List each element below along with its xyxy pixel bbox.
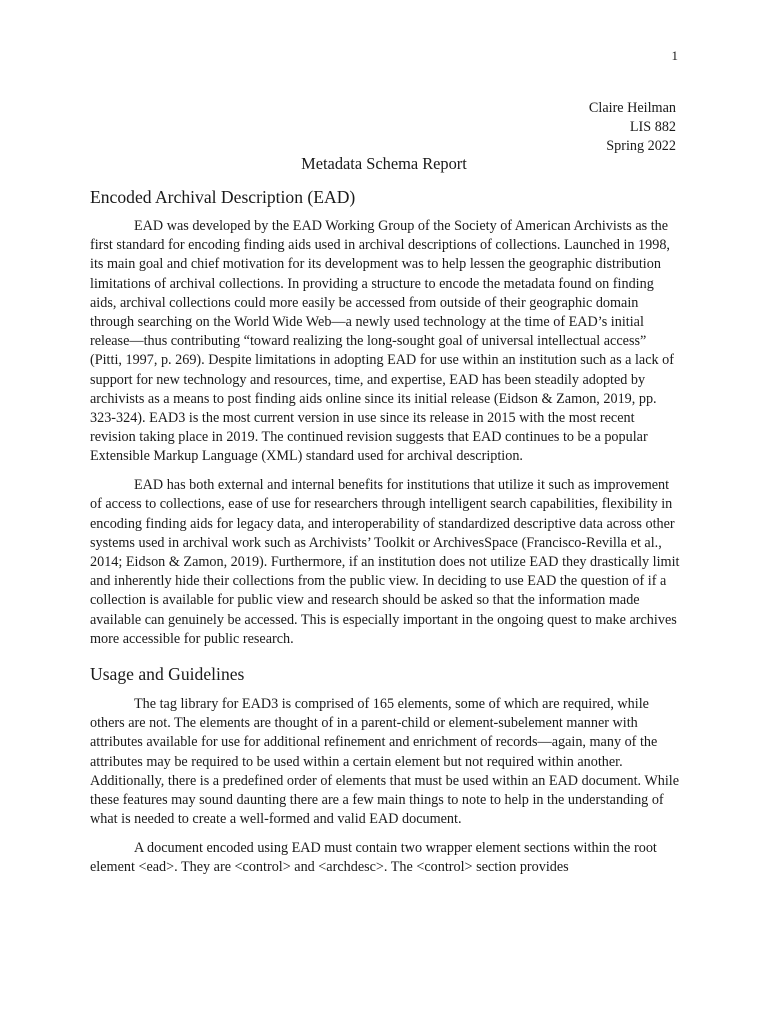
page-number: 1 xyxy=(671,48,678,63)
course-code: LIS 882 xyxy=(629,119,676,136)
paragraph: A document encoded using EAD must contain two wrapper element sections within the root element <ead>. They are <control> and <archdesc>. The <control> section provides xyxy=(90,839,657,876)
paragraph: EAD has both external and internal benefits for institutions that utilize it such as improvement of access to collections, ease of use for researchers through intelligent search capabilities, flexibility in encoding finding aids for legacy data, and interoperability of standardized descriptive data across other systems used in archival work such as Archivists’ Toolkit or ArchivesSpace (Francisco-Revilla et al., 2014; Eidson & Zamon, 2019). Furthermore, if an institution does not utilize EAD they drastically limit and inherently hide their collections from the public view. In deciding to use EAD the question of if a collection is available for public view and research should be asked so that the information made available can genuinely be accessed. This is especially important in the ongoing quest to make archives more accessible for public research. xyxy=(90,477,680,647)
section-heading: Encoded Archival Description (EAD) xyxy=(90,187,356,207)
author-name: Claire Heilman xyxy=(588,100,676,116)
report-title: Metadata Schema Report xyxy=(301,154,467,173)
document-body xyxy=(90,186,680,877)
author-block xyxy=(589,99,676,157)
paragraph: EAD was developed by the EAD Working Group of the Society of American Archivists as the first standard for encoding finding aids used in archival descriptions of collections. Launched in 1998, its main goal and chief motivation for its development was to help lessen the geographic distribution limitations of archival collections. In providing a structure to encode the metadata found on finding aids, archival collections could more easily be accessed from outside of their geographic domain through searching on the World Wide Web—a newly used technology at the time of EAD’s initial release—thus contributing “toward realizing the long-sought goal of universal intellectual access” (Pitti, 1997, p. 269). Despite limitations in adopting EAD for use within an institution such as a lack of support for new technology and resources, time, and expertise, EAD has been steadily adopted by archivists as a means to post finding aids online since its initial release (Eidson & Zamon, 2019, pp. 323-324). EAD3 is the most current version in use since its release in 2015 with the most recent revision taking place in 2019. The continued revision suggests that EAD continues to be a popular Extensible Markup Language (XML) standard used for archival description. xyxy=(90,218,674,465)
section-usage-guidelines xyxy=(90,663,680,877)
term: Spring 2022 xyxy=(606,138,676,155)
paragraph: The tag library for EAD3 is comprised of 165 elements, some of which are required, while others are not. The elements are thought of in a parent-child or element-subelement manner with attributes available for use for additional refinement and enrichment of records—again, many of the attributes may be required to be used within a certain element but not required within another. Additionally, there is a predefined order of elements that must be used within an EAD document. While these features may sound daunting there are a few main things to note to help in the understanding of what is needed to create a well-formed and valid EAD document. xyxy=(90,695,680,828)
section-heading: Usage and Guidelines xyxy=(90,663,245,684)
section-ead xyxy=(90,186,680,649)
